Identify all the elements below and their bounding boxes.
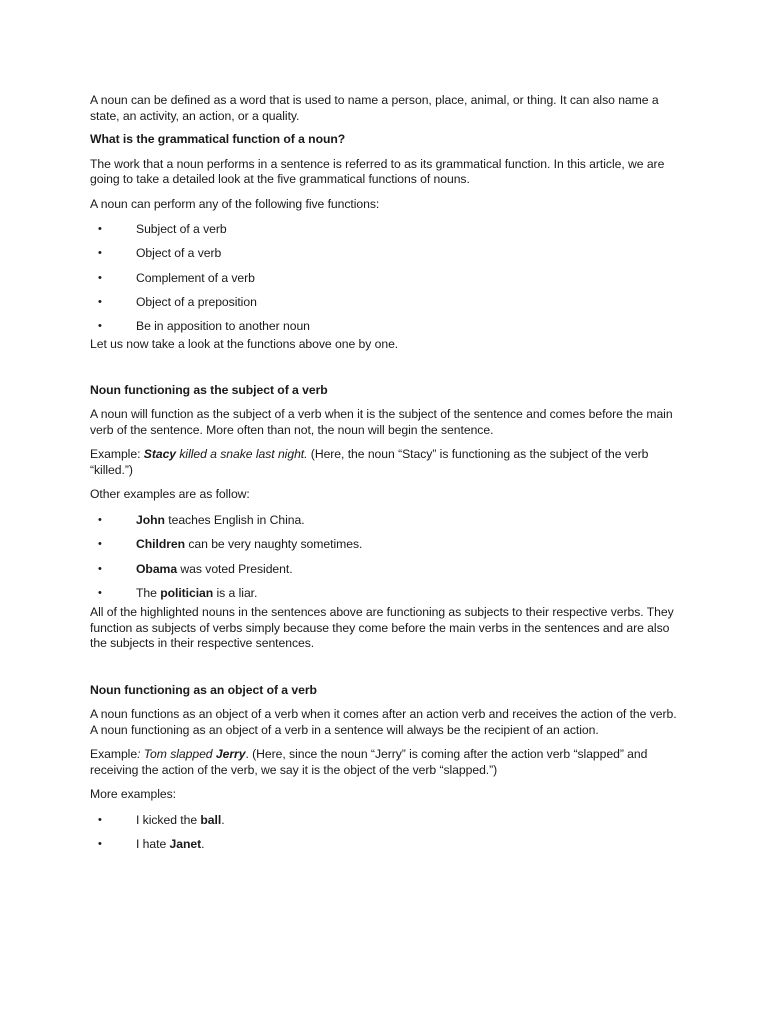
bullet-icon: • xyxy=(98,271,102,284)
object-example xyxy=(90,747,680,778)
more-examples-label: More examples: xyxy=(90,787,176,802)
other-examples-label: Other examples are as follow: xyxy=(90,487,250,502)
example-explanation: (Here, the noun “Stacy” is functioning as the subject of the verb “killed.”) xyxy=(90,447,649,477)
list-item: • The politician is a liar. xyxy=(98,585,258,600)
bullet-icon: • xyxy=(98,295,102,308)
bullet-icon: • xyxy=(98,586,102,599)
perform-paragraph: A noun can perform any of the following five functions: xyxy=(90,196,380,211)
grammatical-function-heading: What is the grammatical function of a noun? xyxy=(90,132,346,146)
work-paragraph: The work that a noun performs in a sentence is referred to as its grammatical function. In this article, we are going to take a detailed look at the five grammatical functions of nouns. xyxy=(90,156,665,186)
intro-paragraph: A noun can be defined as a word that is used to name a person, place, animal, or thing. It can also name a state, an activity, an action, or a quality. xyxy=(90,93,659,123)
example-object-noun: Jerry xyxy=(215,747,246,762)
bullet-icon: • xyxy=(98,562,102,575)
functions-list xyxy=(90,222,680,343)
list-item-text: Object of a verb xyxy=(136,246,222,261)
list-item: • Obama was voted President. xyxy=(98,561,293,576)
bullet-icon: • xyxy=(98,247,102,260)
example-sentence: killed a snake last night. xyxy=(176,447,308,462)
object-examples-list xyxy=(90,813,680,862)
highlighted-noun: ball xyxy=(200,812,222,827)
document-page xyxy=(90,93,680,861)
example-sentence: : Tom slapped xyxy=(137,747,216,762)
list-item-text: Complement of a verb xyxy=(136,270,255,285)
let-us-paragraph: Let us now take a look at the functions above one by one. xyxy=(90,337,399,352)
list-item-text: Subject of a verb xyxy=(136,222,227,236)
list-item xyxy=(90,246,680,270)
list-item: • I hate Janet. xyxy=(98,836,205,851)
object-section-heading: Noun functioning as an object of a verb xyxy=(90,682,317,697)
list-item-text: Be in apposition to another noun xyxy=(136,319,310,334)
list-item xyxy=(90,271,680,295)
subject-section-heading: Noun functioning as the subject of a verb xyxy=(90,382,328,397)
highlighted-noun: Janet xyxy=(169,836,202,851)
list-item xyxy=(90,295,680,319)
list-item: • I kicked the ball. xyxy=(98,812,225,827)
example-prefix: Example: xyxy=(90,447,144,462)
list-item xyxy=(90,222,680,246)
subject-examples-list xyxy=(90,513,680,610)
subject-paragraph: A noun will function as the subject of a verb when it is the subject of the sentence and comes before the main verb of the sentence. More often than not, the noun will begin the sentence. xyxy=(90,407,673,437)
example-subject-noun: Stacy xyxy=(143,447,177,462)
object-paragraph: A noun functions as an object of a verb when it comes after an action verb and receives the action of the verb. A noun functioning as an object of a verb in a sentence will always be the recipient of an action. xyxy=(90,707,677,737)
list-item xyxy=(90,319,680,343)
bullet-icon: • xyxy=(98,538,102,551)
highlighted-noun: Children xyxy=(136,537,186,552)
example-prefix: Example xyxy=(90,747,138,762)
bullet-icon: • xyxy=(98,813,102,826)
bullet-icon: • xyxy=(98,320,102,333)
list-item: • Children can be very naughty sometimes. xyxy=(98,537,363,552)
list-item-text: Object of a preposition xyxy=(136,294,257,309)
bullet-icon: • xyxy=(98,223,102,235)
subject-summary-paragraph: All of the highlighted nouns in the sentences above are functioning as subjects to their respective verbs. They function as subjects of verbs simply because they come before the main verbs in the sentences and are also the subjects in their respective sentences. xyxy=(90,605,674,651)
highlighted-noun: politician xyxy=(160,585,214,600)
highlighted-noun: John xyxy=(136,512,165,527)
bullet-icon: • xyxy=(98,513,102,526)
subject-example xyxy=(90,447,680,478)
example-explanation: . (Here, since the noun “Jerry” is coming after the action verb “slapped” and receiving the action of the verb, we say it is the object of the verb “slapped.”) xyxy=(90,747,648,777)
list-item: • John teaches English in China. xyxy=(98,512,305,527)
highlighted-noun: Obama xyxy=(136,561,178,576)
bullet-icon: • xyxy=(98,837,102,850)
